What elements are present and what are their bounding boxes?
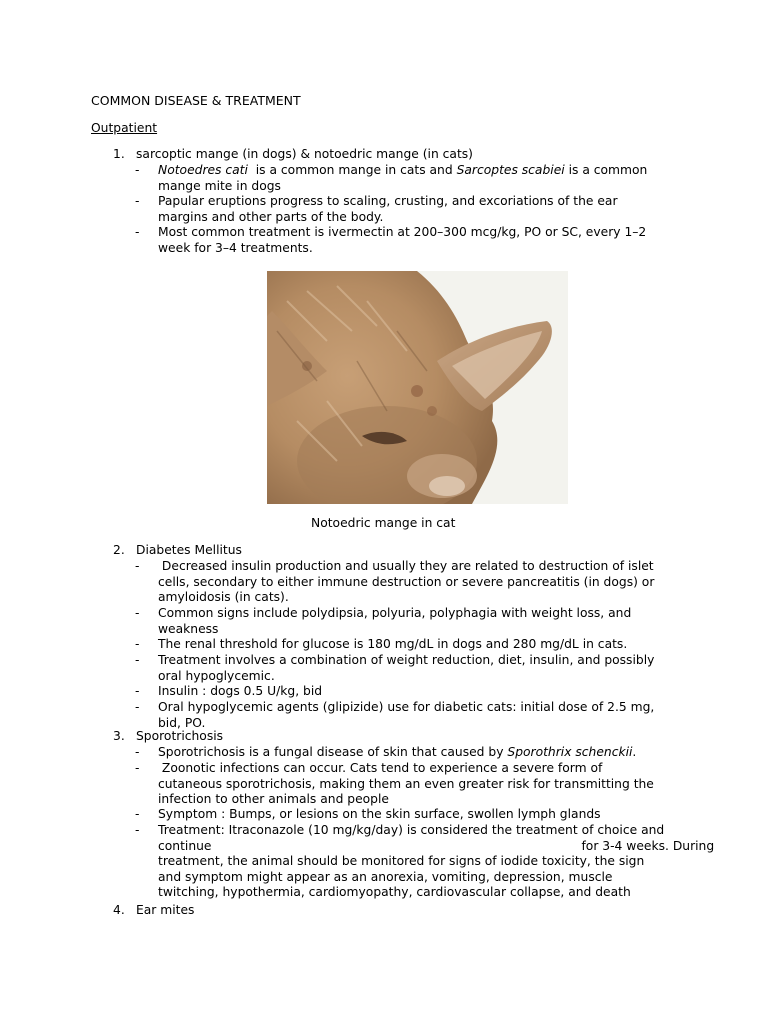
bullet-dash: - [135, 653, 140, 667]
item-title: Diabetes Mellitus [136, 543, 242, 557]
bullet-dash: - [135, 807, 140, 821]
bullet-text: Zoonotic infections can occur. Cats tend to experience a severe form of cutaneous sporotrichosis, making them an even greater risk for transmitting the infection to other animals and people [158, 761, 654, 807]
cat-photo-image [267, 271, 568, 504]
bullet-dash: - [135, 606, 140, 620]
bullet-dash: - [135, 684, 140, 698]
bullet-dash: - [135, 745, 140, 759]
bullet-dash: - [135, 163, 140, 177]
bullet-text: Papular eruptions progress to scaling, crusting, and excoriations of the ear margins and other parts of the body. [158, 194, 618, 224]
item-number: 2. [113, 543, 125, 557]
bullet-dash: - [135, 761, 140, 775]
section-heading-outpatient: Outpatient [91, 121, 158, 135]
item-number: 3. [113, 729, 125, 743]
item-title: sarcoptic mange (in dogs) & notoedric mange (in cats) [136, 147, 473, 161]
bullet-dash: - [135, 823, 140, 837]
item-number: 1. [113, 147, 125, 161]
bullet-text: Most common treatment is ivermectin at 200–300 mcg/kg, PO or SC, every 1–2 week for 3–4 treatments. [158, 225, 647, 255]
item-title: Ear mites [136, 903, 195, 917]
bullet-text: Notoedres cati is a common mange in cats and Sarcoptes scabiei is a common mange mite in dogs [158, 163, 648, 193]
bullet-dash: - [135, 194, 140, 208]
bullet-text: Sporotrichosis is a fungal disease of skin that caused by Sporothrix schenckii. [158, 745, 637, 759]
bullet-dash: - [135, 637, 140, 651]
bullet-text: Insulin : dogs 0.5 U/kg, bid [158, 684, 323, 698]
cat-photo [267, 271, 568, 504]
bullet-text: Common signs include polydipsia, polyuria, polyphagia with weight loss, and weakness [158, 606, 632, 636]
document-title: COMMON DISEASE & TREATMENT [91, 93, 301, 108]
bullet-dash: - [135, 559, 140, 573]
item-number: 4. [113, 903, 125, 917]
bullet-text: The renal threshold for glucose is 180 mg/dL in dogs and 280 mg/dL in cats. [158, 637, 628, 651]
bullet-dash: - [135, 700, 140, 714]
bullet-text: Decreased insulin production and usually they are related to destruction of islet cells, secondary to either immune destruction or severe pancreatitis (in dogs) or amyloidosis (in cats). [158, 559, 655, 605]
bullet-text: Oral hypoglycemic agents (glipizide) use for diabetic cats: initial dose of 2.5 mg, bid, PO. [158, 700, 655, 730]
item-title: Sporotrichosis [136, 729, 224, 743]
document-page: COMMON DISEASE & TREATMENT Outpatient 1. sarcoptic mange (in dogs) & notoedric mange (in cats) - Notoedres cati is a common mange in cats and Sarcoptes scabiei is a common mange mite in dogs - Papular eruptions progress to scaling, crusting, and excoriations of the ear margins and other parts of the body. - Most common treatment is ivermectin at 200–300 mcg/kg, PO or SC, every 1–2 week for 3–4 treatments. Notoedric mange in cat 2. Diabetes Mellitus - Decreased insulin production and usually they are related to destruction of islet cells, secondary to either immune destruction or severe pancreatitis (in dogs) or amyloidosis (in cats). - Common signs include polydipsia, polyuria, polyphagia with weight loss, and weakness - The renal threshold for glucose is 180 mg/dL in dogs and 280 mg/dL in cats. - Treatment involves a combination of weight reduction, diet, insulin, and possibly oral hypoglycemic. - Insulin : dogs 0.5 U/kg, bid - Oral hypoglycemic agents (glipizide) use for diabetic cats: initial dose of 2.5 mg, bid, PO. 3. Sporotrichosis - Sporotrichosis is a fungal disease of skin that caused by Sporothrix schenckii. - Zoonotic infections can occur. Cats tend to experience a severe form of cutaneous sporotrichosis, making them an even greater risk for transmitting the infection to other animals and people - Symptom : Bumps, or lesions on the skin surface, swollen lymph glands - Treatment: Itraconazole (10 mg/kg/day) is considered the treatment of choice and continue for 3-4 weeks. During treatment, the animal should be monitored for signs of iodide toxicity, the sign and symptom might appear as an anorexia, vomiting, depression, muscle twitching, hypothermia, cardiomyopathy, cardiovascular collapse, and death 4. Ear mites [91, 93, 715, 917]
bullet-text: Treatment involves a combination of weight reduction, diet, insulin, and possibly oral hypoglycemic. [158, 653, 655, 683]
bullet-text: Treatment: Itraconazole (10 mg/kg/day) is considered the treatment of choice and continue for 3-4 weeks. During treatment, the animal should be monitored for signs of iodide toxicity, the sign and symptom might appear as an anorexia, vomiting, depression, muscle twitching, hypothermia, cardiomyopathy, cardiovascular collapse, and death [158, 823, 715, 900]
bullet-dash: - [135, 225, 140, 239]
bullet-text: Symptom : Bumps, or lesions on the skin surface, swollen lymph glands [158, 807, 601, 821]
